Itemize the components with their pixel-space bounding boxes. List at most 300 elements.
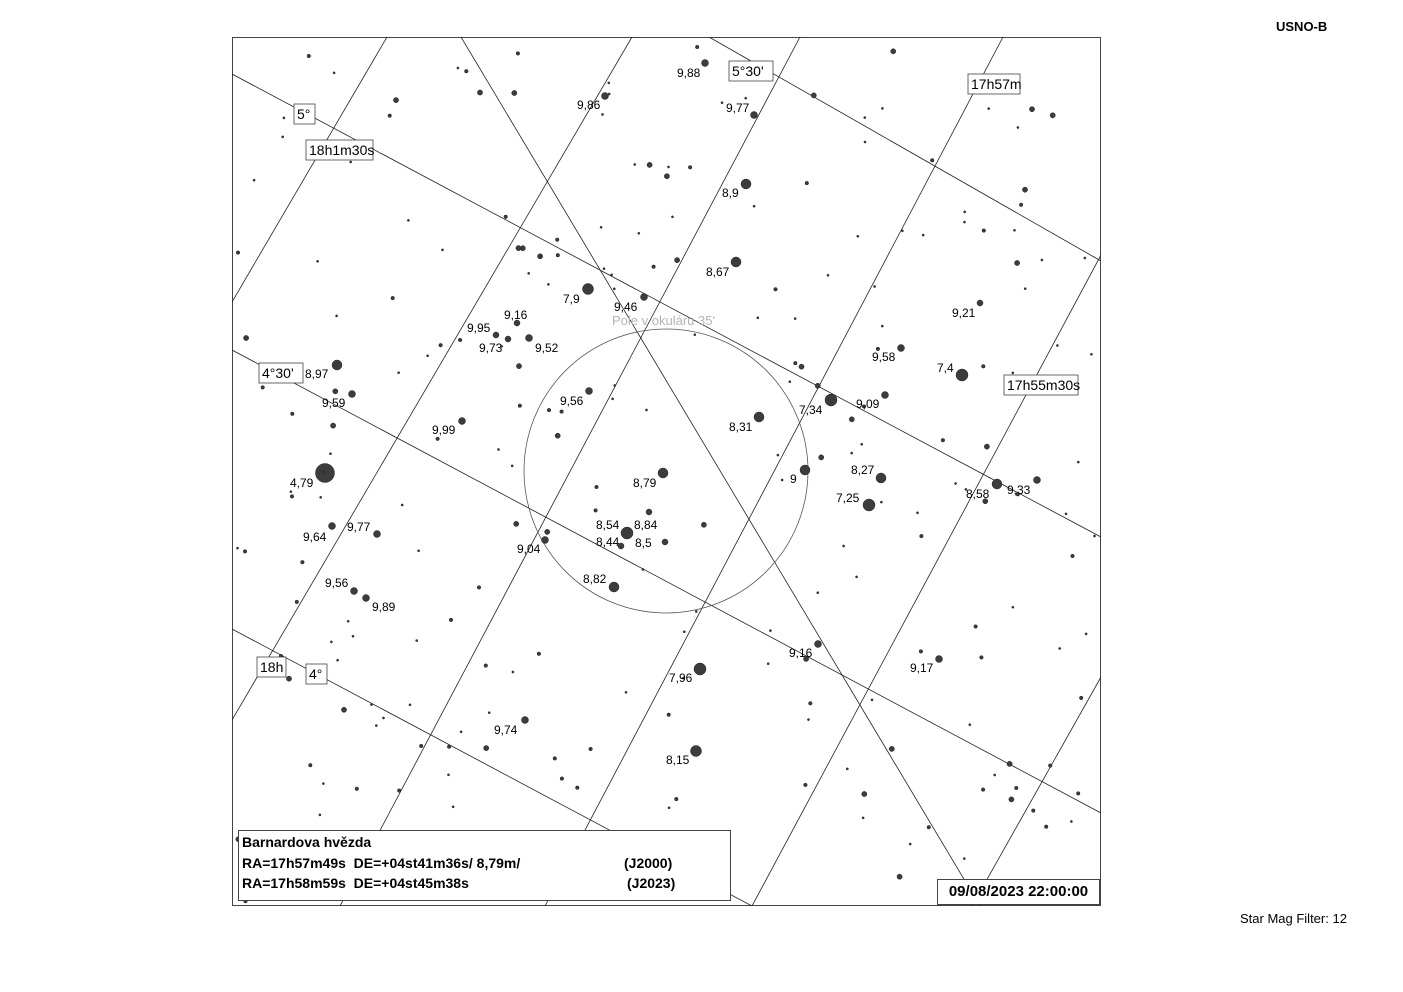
star-magnitude-label: 9,88	[677, 66, 701, 80]
faint-star	[1019, 203, 1023, 207]
faint-star	[881, 107, 883, 109]
star-magnitude-label: 9,33	[1007, 483, 1031, 497]
faint-star	[407, 219, 409, 221]
faint-star	[538, 254, 543, 259]
star-magnitude-label: 7,9	[563, 292, 580, 306]
faint-star	[817, 592, 819, 594]
faint-star	[514, 521, 519, 526]
faint-star	[309, 763, 313, 767]
faint-star	[516, 246, 521, 251]
star-magnitude-label: 9,17	[910, 661, 934, 675]
labeled-star[interactable]	[658, 468, 668, 478]
labeled-star[interactable]	[702, 60, 709, 67]
star-magnitude-label: 8,54	[596, 518, 620, 532]
faint-star	[1090, 353, 1092, 355]
faint-star	[283, 117, 285, 119]
labeled-star[interactable]	[316, 464, 335, 483]
faint-star	[547, 408, 551, 412]
faint-star	[982, 365, 986, 369]
dec-grid-label	[294, 104, 315, 124]
faint-star	[330, 641, 332, 643]
faint-star	[988, 108, 990, 110]
faint-star	[819, 455, 824, 460]
star-magnitude-label: 9	[790, 472, 797, 486]
star-magnitude-label: 8,82	[583, 572, 607, 586]
faint-star	[1041, 259, 1043, 261]
faint-star	[427, 355, 429, 357]
faint-star	[594, 509, 598, 513]
faint-star	[1009, 797, 1014, 802]
faint-star	[1024, 288, 1026, 290]
faint-star	[874, 285, 876, 287]
faint-star	[418, 550, 420, 552]
dec-grid-label	[259, 363, 303, 383]
target-name: Barnardova hvězda	[242, 834, 372, 850]
labeled-star[interactable]	[363, 595, 370, 602]
faint-star	[612, 398, 614, 400]
ra-grid-label	[968, 74, 1022, 94]
faint-star	[516, 52, 520, 56]
star-magnitude-label: 9,74	[494, 723, 518, 737]
faint-star	[799, 364, 804, 369]
star-magnitude-label: 4,79	[290, 476, 314, 490]
faint-star	[547, 283, 549, 285]
labeled-star[interactable]	[977, 300, 983, 306]
star-magnitude-label: 9,09	[856, 397, 880, 411]
faint-star	[922, 234, 924, 236]
faint-star	[955, 482, 957, 484]
svg-text:4°30': 4°30'	[262, 365, 294, 381]
faint-star	[862, 791, 867, 796]
faint-star	[333, 389, 338, 394]
faint-star	[804, 783, 808, 787]
svg-text:5°: 5°	[297, 106, 311, 122]
ra-grid-label	[257, 657, 286, 677]
star-magnitude-label: 8,27	[851, 463, 875, 477]
faint-star	[688, 166, 692, 170]
faint-star	[322, 783, 324, 785]
star-magnitude-label: 9,77	[726, 101, 750, 115]
faint-star	[807, 719, 809, 721]
faint-star	[701, 522, 706, 527]
faint-star	[777, 454, 779, 456]
faint-star	[667, 166, 669, 168]
dec-grid-label	[306, 664, 327, 684]
faint-star	[861, 443, 863, 445]
faint-star	[504, 215, 508, 219]
labeled-star[interactable]	[863, 499, 875, 511]
faint-star	[667, 713, 671, 717]
star-chart[interactable]	[232, 37, 1101, 906]
star-magnitude-label: 9,58	[872, 350, 896, 364]
faint-star	[409, 704, 411, 706]
faint-star	[769, 630, 771, 632]
ra-grid-label	[306, 140, 374, 160]
faint-star	[1093, 535, 1095, 537]
faint-star	[919, 650, 923, 654]
faint-star	[393, 98, 398, 103]
labeled-star[interactable]	[731, 257, 741, 267]
star-magnitude-label: 9,04	[517, 542, 541, 556]
faint-star	[721, 102, 723, 104]
faint-star	[683, 631, 685, 633]
faint-star	[608, 82, 610, 84]
faint-star	[1022, 187, 1027, 192]
faint-star	[484, 664, 488, 668]
faint-star	[350, 161, 352, 163]
star-magnitude-label: 7,25	[836, 491, 860, 505]
faint-star	[352, 635, 354, 637]
faint-star	[909, 843, 911, 845]
faint-star	[694, 334, 696, 336]
faint-star	[511, 465, 513, 467]
faint-star	[964, 211, 966, 213]
faint-star	[553, 757, 557, 761]
faint-star	[576, 786, 580, 790]
faint-star	[1029, 107, 1034, 112]
star-magnitude-label: 9,52	[535, 341, 559, 355]
faint-star	[589, 747, 593, 751]
faint-star	[880, 501, 882, 503]
faint-star	[1076, 792, 1080, 796]
labeled-star[interactable]	[329, 523, 336, 530]
faint-star	[980, 656, 984, 660]
faint-star	[355, 787, 359, 791]
faint-star	[556, 253, 560, 257]
faint-star	[286, 676, 291, 681]
catalog-label: USNO-B	[1276, 19, 1328, 34]
faint-star	[897, 874, 902, 879]
labeled-star[interactable]	[641, 294, 648, 301]
labeled-star[interactable]	[751, 112, 758, 119]
labeled-star[interactable]	[542, 537, 549, 544]
labeled-star[interactable]	[522, 717, 529, 724]
faint-star	[846, 768, 848, 770]
faint-star	[695, 45, 699, 49]
star-magnitude-label: 7,4	[937, 361, 954, 375]
svg-text:17h57m: 17h57m	[971, 76, 1022, 92]
faint-star	[1059, 647, 1061, 649]
labeled-star[interactable]	[459, 418, 466, 425]
faint-star	[969, 724, 971, 726]
faint-star	[811, 93, 816, 98]
faint-star	[375, 725, 377, 727]
faint-star	[625, 691, 627, 693]
faint-star	[930, 159, 934, 163]
labeled-star[interactable]	[815, 641, 822, 648]
faint-star	[447, 745, 451, 749]
faint-star	[638, 232, 640, 234]
star-magnitude-label: 9,21	[952, 306, 976, 320]
faint-star	[555, 238, 559, 242]
star-magnitude-label: 8,67	[706, 265, 730, 279]
faint-star	[1085, 633, 1087, 635]
labeled-star[interactable]	[621, 527, 633, 539]
star-magnitude-label: 9,59	[322, 396, 346, 410]
faint-star	[789, 381, 791, 383]
star-magnitude-label: 7,34	[799, 403, 823, 417]
faint-star	[290, 495, 294, 499]
faint-star	[927, 825, 931, 829]
faint-star	[862, 817, 864, 819]
star-magnitude-label: 9,56	[325, 576, 349, 590]
star-magnitude-label: 9,95	[467, 321, 491, 335]
labeled-star[interactable]	[741, 179, 751, 189]
faint-star	[236, 547, 238, 549]
faint-star	[809, 702, 813, 706]
faint-star	[320, 496, 322, 498]
faint-star	[528, 272, 530, 274]
dec-grid-label	[729, 61, 773, 81]
faint-star	[1065, 513, 1067, 515]
faint-star	[634, 163, 636, 165]
labeled-star[interactable]	[374, 531, 381, 538]
faint-star	[794, 318, 796, 320]
faint-star	[382, 717, 384, 719]
faint-star	[1007, 761, 1012, 766]
faint-star	[477, 90, 482, 95]
faint-star	[871, 699, 873, 701]
svg-text:18h1m30s: 18h1m30s	[309, 142, 375, 158]
faint-star	[675, 797, 679, 801]
labeled-star[interactable]	[1034, 477, 1041, 484]
faint-star	[1017, 126, 1019, 128]
labeled-star[interactable]	[351, 588, 358, 595]
faint-star	[603, 268, 605, 270]
faint-star	[994, 774, 996, 776]
labeled-star[interactable]	[646, 509, 652, 515]
faint-star	[595, 485, 599, 489]
star-magnitude-label: 9,56	[560, 394, 584, 408]
star-magnitude-label: 9,46	[614, 300, 638, 314]
faint-star	[1015, 260, 1020, 265]
star-magnitude-label: 9,64	[303, 530, 327, 544]
star-magnitude-label: 9,99	[432, 423, 456, 437]
faint-star	[460, 731, 462, 733]
faint-star	[941, 438, 945, 442]
faint-star	[881, 325, 883, 327]
fov-label: Pole v okuláru 35'	[612, 313, 715, 328]
faint-star	[1079, 696, 1083, 700]
faint-star	[388, 114, 392, 118]
star-chart-svg	[232, 37, 1101, 906]
labeled-star[interactable]	[609, 582, 619, 592]
faint-star	[347, 620, 349, 622]
faint-star	[516, 364, 521, 369]
faint-star	[336, 315, 338, 317]
faint-star	[458, 338, 462, 342]
faint-star	[1070, 820, 1072, 822]
faint-star	[244, 335, 249, 340]
svg-text:17h55m30s: 17h55m30s	[1007, 377, 1081, 393]
faint-star	[329, 453, 331, 455]
faint-star	[901, 230, 903, 232]
labeled-star[interactable]	[956, 369, 968, 381]
svg-text:18h: 18h	[260, 659, 284, 675]
faint-star	[457, 67, 459, 69]
faint-star	[488, 712, 490, 714]
star-magnitude-label: 8,31	[729, 420, 753, 434]
labeled-star[interactable]	[936, 656, 943, 663]
labeled-star[interactable]	[493, 332, 499, 338]
faint-star	[981, 788, 985, 792]
star-magnitude-label: 9,73	[479, 341, 503, 355]
faint-star	[601, 113, 603, 115]
faint-star	[537, 652, 541, 656]
star-magnitude-label: 8,84	[634, 518, 658, 532]
faint-star	[675, 258, 680, 263]
faint-star	[984, 444, 989, 449]
labeled-star[interactable]	[662, 539, 668, 545]
epoch-j2000: (J2000)	[624, 855, 673, 871]
faint-star	[465, 69, 469, 73]
faint-star	[695, 610, 697, 612]
faint-star	[963, 221, 965, 223]
faint-star	[560, 777, 564, 781]
faint-star	[613, 288, 615, 290]
svg-text:4°: 4°	[309, 666, 323, 682]
faint-star	[416, 640, 418, 642]
star-filter-label: Star Mag Filter: 12	[1240, 911, 1347, 926]
faint-star	[600, 226, 602, 228]
faint-star	[1071, 554, 1075, 558]
star-magnitude-label: 8,97	[305, 367, 329, 381]
faint-star	[512, 90, 517, 95]
faint-star	[319, 814, 321, 816]
labeled-star[interactable]	[694, 663, 706, 675]
labeled-star[interactable]	[882, 392, 889, 399]
star-magnitude-label: 8,5	[635, 536, 652, 550]
faint-star	[920, 534, 924, 538]
faint-star	[851, 452, 853, 454]
faint-star	[1012, 372, 1014, 374]
faint-star	[1084, 257, 1086, 259]
labeled-star[interactable]	[825, 394, 837, 406]
star-magnitude-label: 8,9	[722, 186, 739, 200]
faint-star	[436, 437, 440, 441]
faint-star	[253, 179, 255, 181]
star-magnitude-label: 9,86	[577, 98, 601, 112]
faint-star	[668, 807, 670, 809]
faint-star	[889, 746, 894, 751]
faint-star	[856, 576, 858, 578]
star-magnitude-label: 8,44	[596, 535, 620, 549]
target-coords-j2023: RA=17h58m59s DE=+04st45m38s	[242, 875, 469, 891]
target-coords-j2000: RA=17h57m49s DE=+04st41m36s/ 8,79m/	[242, 855, 521, 871]
faint-star	[370, 704, 372, 706]
faint-star	[452, 806, 454, 808]
faint-star	[391, 296, 395, 300]
faint-star	[337, 659, 339, 661]
faint-star	[317, 260, 319, 262]
faint-star	[447, 774, 449, 776]
faint-star	[757, 317, 759, 319]
faint-star	[441, 249, 443, 251]
faint-star	[322, 471, 324, 473]
labeled-star[interactable]	[332, 360, 342, 370]
faint-star	[397, 789, 401, 793]
faint-star	[849, 417, 854, 422]
faint-star	[261, 386, 265, 390]
labeled-star[interactable]	[349, 391, 356, 398]
faint-star	[295, 600, 299, 604]
faint-star	[307, 54, 311, 58]
faint-star	[290, 491, 292, 493]
labeled-star[interactable]	[526, 335, 533, 342]
faint-star	[864, 117, 866, 119]
faint-star	[419, 744, 423, 748]
labeled-star[interactable]	[602, 93, 609, 100]
faint-star	[774, 288, 778, 292]
faint-star	[805, 181, 809, 185]
faint-star	[664, 174, 669, 179]
faint-star	[974, 625, 978, 629]
star-magnitude-label: 9,16	[504, 308, 528, 322]
faint-star	[916, 512, 918, 514]
labeled-star[interactable]	[876, 473, 886, 483]
faint-star	[555, 433, 560, 438]
faint-star	[243, 550, 247, 554]
labeled-star[interactable]	[898, 345, 905, 352]
faint-star	[236, 251, 240, 255]
labeled-star[interactable]	[800, 465, 810, 475]
faint-star	[843, 545, 845, 547]
faint-star	[545, 529, 550, 534]
faint-star	[484, 746, 489, 751]
faint-star	[291, 412, 295, 416]
faint-star	[331, 423, 336, 428]
faint-star	[1056, 344, 1058, 346]
faint-star	[518, 404, 522, 408]
labeled-star[interactable]	[691, 746, 702, 757]
faint-star	[1032, 809, 1036, 813]
labeled-star[interactable]	[992, 479, 1002, 489]
faint-star	[864, 141, 866, 143]
faint-star	[611, 274, 613, 276]
faint-star	[560, 410, 564, 414]
star-magnitude-label: 8,58	[966, 487, 990, 501]
faint-star	[341, 707, 346, 712]
faint-star	[652, 265, 656, 269]
faint-star	[1050, 113, 1055, 118]
labeled-star[interactable]	[583, 284, 594, 295]
svg-text:5°30': 5°30'	[732, 63, 764, 79]
faint-star	[512, 671, 514, 673]
faint-star	[745, 97, 747, 99]
faint-star	[982, 229, 986, 233]
faint-star	[857, 235, 859, 237]
labeled-star[interactable]	[586, 388, 593, 395]
star-magnitude-label: 9,16	[789, 646, 813, 660]
faint-star	[647, 162, 652, 167]
labeled-star[interactable]	[505, 336, 511, 342]
faint-star	[963, 858, 965, 860]
faint-star	[1044, 825, 1048, 829]
faint-star	[671, 216, 673, 218]
faint-star	[827, 274, 829, 276]
datetime-box: 09/08/2023 22:00:00	[937, 879, 1100, 905]
faint-star	[608, 93, 610, 95]
star-magnitude-label: 8,79	[633, 476, 657, 490]
faint-star	[301, 560, 305, 564]
faint-star	[645, 409, 647, 411]
faint-star	[1015, 786, 1019, 790]
faint-star	[614, 384, 616, 386]
faint-star	[439, 343, 443, 347]
labeled-star[interactable]	[754, 412, 764, 422]
faint-star	[398, 372, 400, 374]
faint-star	[1013, 229, 1015, 231]
